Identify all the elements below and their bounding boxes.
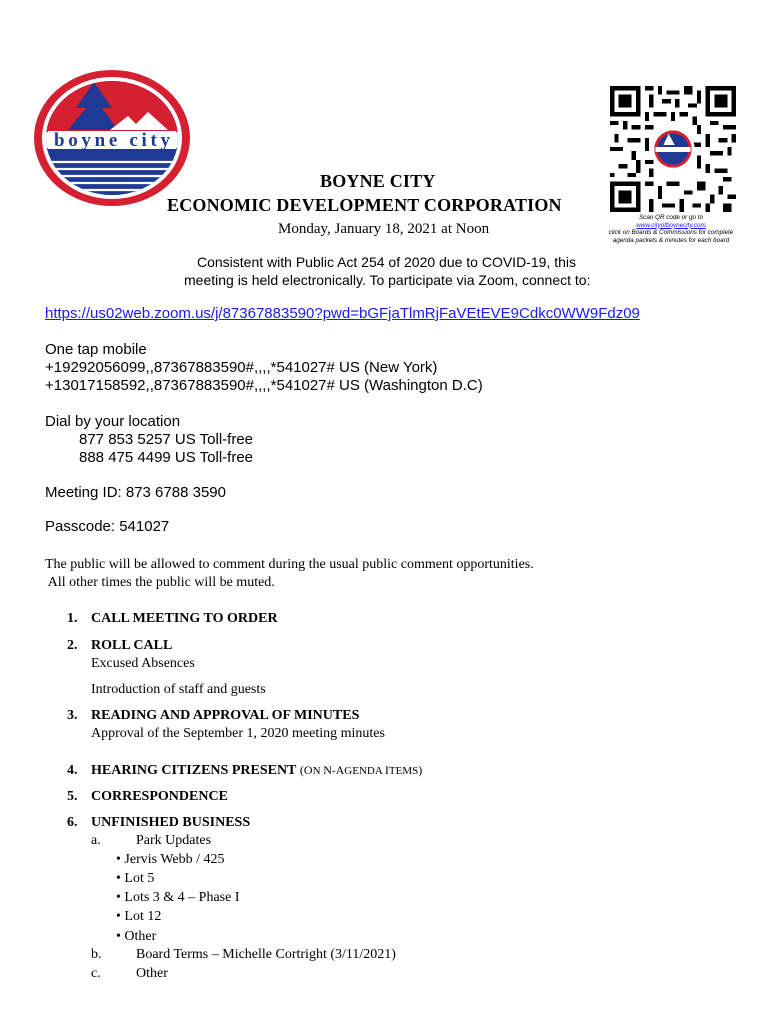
sub-letter-b: b. bbox=[91, 947, 102, 962]
agenda-title-4 bbox=[91, 763, 422, 779]
qr-note-link[interactable]: www.cityofboynecity.com bbox=[636, 221, 706, 229]
dial-line-1: 877 853 5257 US Toll-free bbox=[79, 431, 254, 448]
public-comment-line-1: The public will be allowed to comment during the usual public comment opportunities. bbox=[45, 557, 534, 572]
title-line-1: BOYNE CITY bbox=[320, 171, 436, 191]
meeting-date: Monday, January 18, 2021 at Noon bbox=[278, 221, 490, 237]
bullet-item: • Lots 3 & 4 – Phase I bbox=[116, 890, 240, 905]
agenda-title-4-text: HEARING CITIZENS PRESENT bbox=[91, 763, 297, 778]
agenda-title-3: READING AND APPROVAL OF MINUTES bbox=[91, 708, 360, 723]
one-tap-line-1: +19292056099,,87367883590#,,,,*541027# US (New York) bbox=[45, 359, 438, 376]
sub-text-b: Board Terms – Michelle Cortright (3/11/2021) bbox=[136, 947, 396, 962]
bullet-text: Lots 3 & 4 – Phase I bbox=[124, 890, 240, 905]
agenda-title-2: ROLL CALL bbox=[91, 638, 173, 653]
agenda-title-4-note: (ON N-AGENDA ITEMS) bbox=[299, 763, 423, 777]
sub-letter-c: c. bbox=[91, 966, 101, 981]
agenda-num-2: 2. bbox=[67, 638, 78, 653]
agenda-num-4: 4. bbox=[67, 763, 78, 778]
dial-label: Dial by your location bbox=[45, 413, 181, 430]
agenda-num-1: 1. bbox=[67, 611, 78, 626]
boyne-city-logo bbox=[32, 68, 192, 208]
agenda-num-3: 3. bbox=[67, 708, 78, 723]
meeting-id: Meeting ID: 873 6788 3590 bbox=[45, 484, 226, 501]
title-line-2: ECONOMIC DEVELOPMENT CORPORATION bbox=[167, 195, 562, 215]
dial-line-2: 888 475 4499 US Toll-free bbox=[79, 449, 254, 466]
bullet-item: • Lot 12 bbox=[116, 909, 162, 924]
bullet-text: Jervis Webb / 425 bbox=[124, 852, 225, 867]
logo-text: boyne city bbox=[54, 130, 170, 151]
agenda-num-6: 6. bbox=[67, 815, 78, 830]
bullet-item: • Jervis Webb / 425 bbox=[116, 852, 225, 867]
bullet-text: Lot 12 bbox=[124, 909, 162, 924]
agenda-sub-2b: Introduction of staff and guests bbox=[91, 682, 266, 697]
public-comment-line-2: All other times the public will be muted. bbox=[45, 575, 275, 590]
qr-note-line-4: agenda packets & minutes for each board bbox=[612, 236, 730, 244]
qr-code bbox=[610, 86, 736, 212]
notice-line-1: Consistent with Public Act 254 of 2020 due to COVID-19, this bbox=[197, 254, 576, 270]
qr-note bbox=[601, 214, 741, 244]
qr-note-line-3: click on Boards & Commissions for complete bbox=[608, 229, 734, 237]
notice-line-2: meeting is held electronically. To participate via Zoom, connect to: bbox=[184, 272, 591, 288]
one-tap-label: One tap mobile bbox=[45, 341, 147, 358]
agenda-title-6: UNFINISHED BUSINESS bbox=[91, 815, 251, 830]
zoom-link[interactable]: https://us02web.zoom.us/j/87367883590?pwd=bGFjaTlmRjFaVEtEVE9Cdkc0WW9Fdz09 bbox=[45, 305, 640, 322]
qr-note-line-1: Scan QR code or go to bbox=[638, 214, 704, 221]
sub-text-c: Other bbox=[136, 966, 168, 981]
bullet-text: Other bbox=[124, 929, 157, 944]
sub-text-a: Park Updates bbox=[136, 833, 212, 848]
agenda-title-1: CALL MEETING TO ORDER bbox=[91, 611, 278, 626]
agenda-num-5: 5. bbox=[67, 789, 78, 804]
agenda-sub-3a: Approval of the September 1, 2020 meeting minutes bbox=[91, 726, 385, 741]
bullet-item: • Other bbox=[116, 929, 157, 944]
one-tap-line-2: +13017158592,,87367883590#,,,,*541027# US (Washington D.C) bbox=[45, 377, 483, 394]
passcode: Passcode: 541027 bbox=[45, 518, 170, 535]
bullet-item: • Lot 5 bbox=[116, 871, 155, 886]
sub-letter-a: a. bbox=[91, 833, 101, 848]
agenda-title-5: CORRESPONDENCE bbox=[91, 789, 228, 804]
bullet-text: Lot 5 bbox=[124, 871, 155, 886]
agenda-sub-2a: Excused Absences bbox=[91, 656, 195, 671]
